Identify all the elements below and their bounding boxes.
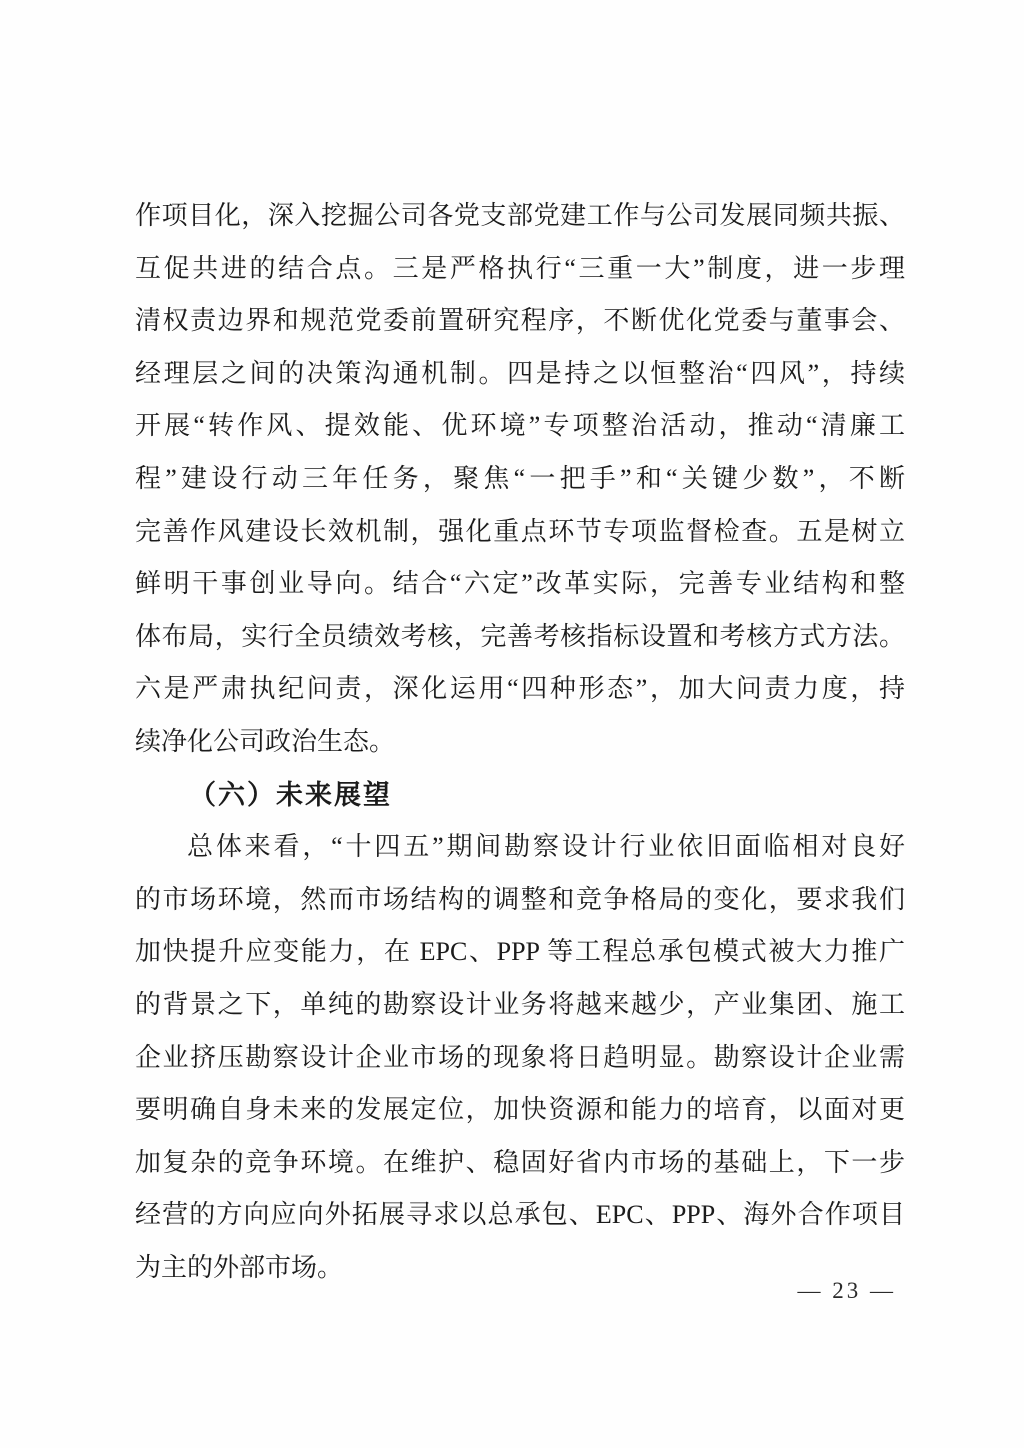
paragraph-outlook — [135, 821, 905, 1294]
text-line: 互促共进的结合点。三是严格执行“三重一大”制度，进一步理 — [135, 253, 905, 283]
text-line: 加复杂的竞争环境。在维护、稳固好省内市场的基础上，下一步 — [135, 1147, 905, 1177]
section-heading: （六）未来展望 — [189, 779, 392, 810]
text-line: 的市场环境，然而市场结构的调整和竞争格局的变化，要求我们 — [135, 884, 905, 914]
text-line: 总体来看，“十四五”期间勘察设计行业依旧面临相对良好 — [187, 832, 905, 862]
text-line: 作项目化，深入挖掘公司各党支部党建工作与公司发展同频共振、 — [135, 201, 905, 230]
text-line: 程”建设行动三年任务，聚焦“一把手”和“关键少数”，不断 — [135, 463, 905, 493]
text-line: 鲜明干事创业导向。结合“六定”改革实际，完善专业结构和整 — [135, 569, 905, 599]
text-line: 开展“转作风、提效能、优环境”专项整治活动，推动“清廉工 — [135, 411, 905, 441]
text-line: 体布局，实行全员绩效考核，完善考核指标设置和考核方式方法。 — [135, 621, 905, 651]
paragraph-continuation — [135, 190, 905, 769]
page-number: — 23 — — [797, 1278, 896, 1303]
text-line: 的背景之下，单纯的勘察设计业务将越来越少，产业集团、施工 — [135, 989, 905, 1019]
text-line: 经营的方向应向外拓展寻求以总承包、EPC、PPP、海外合作项目 — [135, 1200, 905, 1230]
text-line: 加快提升应变能力，在 EPC、PPP 等工程总承包模式被大力推广 — [135, 937, 905, 967]
text-line: 企业挤压勘察设计企业市场的现象将日趋明显。勘察设计企业需 — [135, 1042, 905, 1072]
text-line: 为主的外部市场。 — [135, 1252, 344, 1282]
text-block — [135, 190, 905, 1294]
text-line: 经理层之间的决策沟通机制。四是持之以恒整治“四风”，持续 — [135, 358, 905, 388]
text-line: 六是严肃执纪问责，深化运用“四种形态”，加大问责力度，持 — [135, 674, 905, 704]
text-line: 续净化公司政治生态。 — [135, 726, 396, 756]
text-line: 清权责边界和规范党委前置研究程序，不断优化党委与董事会、 — [135, 306, 905, 336]
text-line: 完善作风建设长效机制，强化重点环节专项监督检查。五是树立 — [135, 516, 905, 546]
text-line: 要明确自身未来的发展定位，加快资源和能力的培育，以面对更 — [135, 1095, 905, 1125]
